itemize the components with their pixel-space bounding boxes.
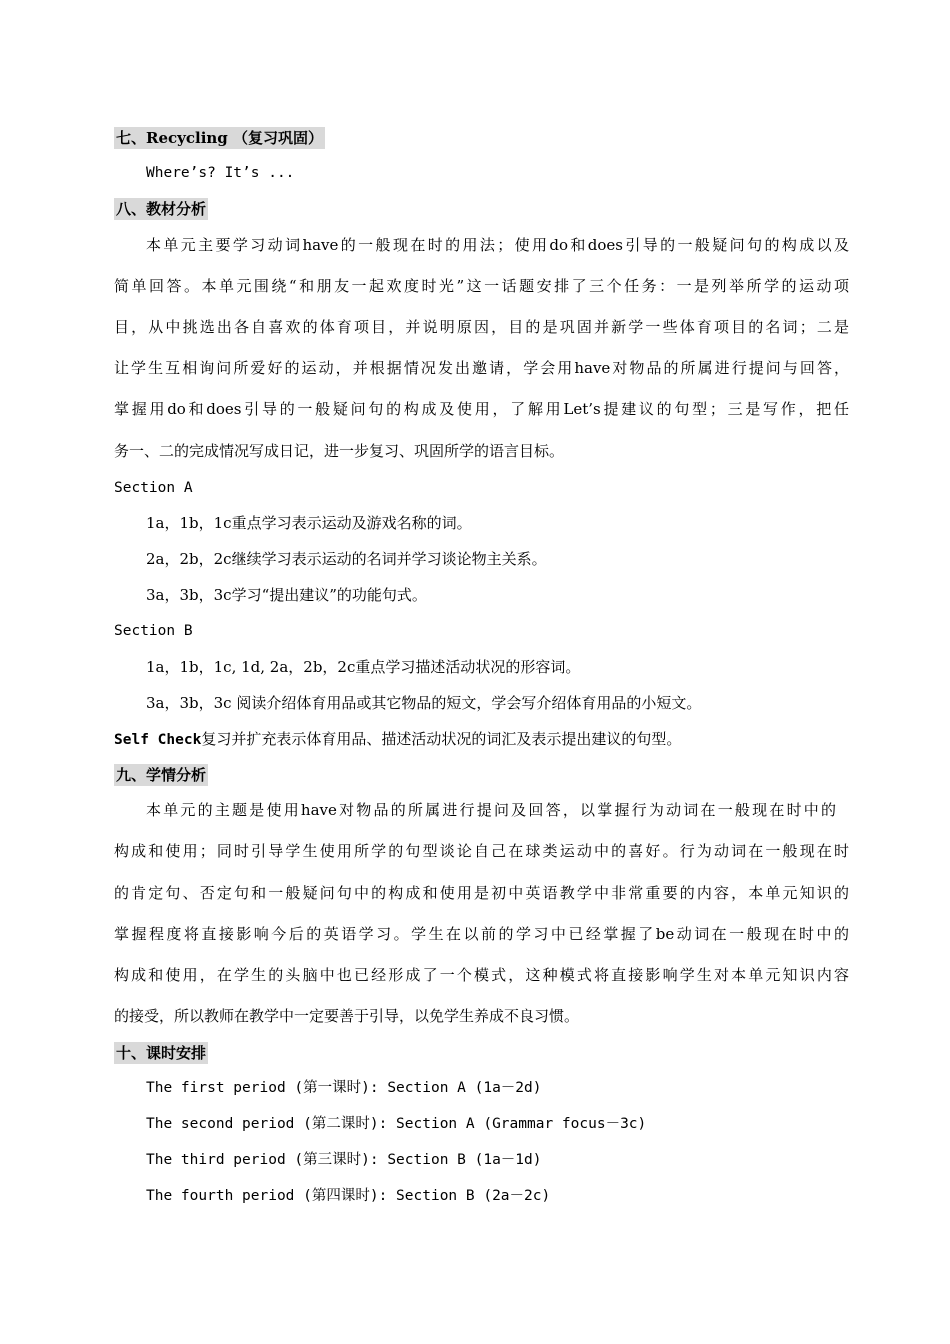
section9-heading: 九、学情分析: [116, 766, 207, 784]
section8-para-line: 目，从中挑选出各自喜欢的体育项目，并说明原因，目的是巩固并新学一些体育项目的名词；二是: [114, 318, 849, 336]
section-b-label: Section B: [114, 623, 193, 639]
section-a-label: Section A: [114, 480, 193, 496]
section8-para-line: 掌握用do和does引导的一般疑问句的构成及使用，了解用Let’s提建议的句型；三是写作，把任: [114, 400, 849, 418]
section10-heading: 十、课时安排: [116, 1044, 207, 1062]
section-a-item: 3a，3b，3c学习“提出建议”的功能句式。: [146, 586, 427, 604]
section9-para-line: 的肯定句、否定句和一般疑问句中的构成和使用是初中英语教学中非常重要的内容，本单元知识的: [114, 884, 849, 902]
section-b-item: 3a，3b，3c 阅读介绍体育用品或其它物品的短文，学会写介绍体育用品的小短文。: [146, 694, 702, 712]
self-check-label: Self Check: [114, 732, 202, 748]
self-check-text: 复习并扩充表示体育用品、描述活动状况的词汇及表示提出建议的句型。: [201, 730, 682, 748]
period-item: The fourth period (第四课时): Section B (2a－2c): [146, 1188, 551, 1204]
section8-para-line: 让学生互相询问所爱好的运动，并根据情况发出邀请，学会用have对物品的所属进行提问与回答，: [114, 359, 849, 377]
period-item: The second period (第二课时): Section A (Grammar focus－3c): [146, 1116, 647, 1132]
section9-para-line: 的接受，所以教师在教学中一定要善于引导，以免学生养成不良习惯。: [114, 1007, 580, 1025]
section7-line: Where’s? It’s ...: [146, 165, 295, 181]
section8-heading: 八、教材分析: [116, 200, 207, 218]
section-b-item: 1a，1b，1c, 1d, 2a，2b，2c重点学习描述活动状况的形容词。: [146, 658, 581, 676]
section8-para-line: 务一、二的完成情况写成日记，进一步复习、巩固所学的语言目标。: [114, 442, 565, 460]
section9-para-line: 掌握程度将直接影响今后的英语学习。学生在以前的学习中已经掌握了be动词在一般现在时中的: [114, 925, 849, 943]
section9-para-line: 构成和使用，在学生的头脑中也已经形成了一个模式，这种模式将直接影响学生对本单元知识内容: [114, 966, 849, 984]
section9-para-line: 构成和使用；同时引导学生使用所学的句型谈论自己在球类运动中的喜好。行为动词在一般现在时: [114, 842, 849, 860]
period-item: The first period (第一课时): Section A (1a－2d): [146, 1080, 542, 1096]
section-a-item: 1a，1b，1c重点学习表示运动及游戏名称的词。: [146, 514, 472, 532]
period-item: The third period (第三课时): Section B (1a－1d): [146, 1152, 542, 1168]
section7-heading: 七、Recycling （复习巩固）: [116, 129, 324, 147]
section-a-item: 2a，2b，2c继续学习表示运动的名词并学习谈论物主关系。: [146, 550, 547, 568]
self-check-line: [114, 728, 681, 751]
section8-para-line: 简单回答。本单元围绕“和朋友一起欢度时光”这一话题安排了三个任务：一是列举所学的运动项: [114, 277, 849, 295]
section9-para-line: 本单元的主题是使用have对物品的所属进行提问及回答，以掌握行为动词在一般现在时中的: [146, 801, 836, 819]
section8-para-line: 本单元主要学习动词have的一般现在时的用法；使用do和does引导的一般疑问句的构成以及: [146, 236, 849, 254]
